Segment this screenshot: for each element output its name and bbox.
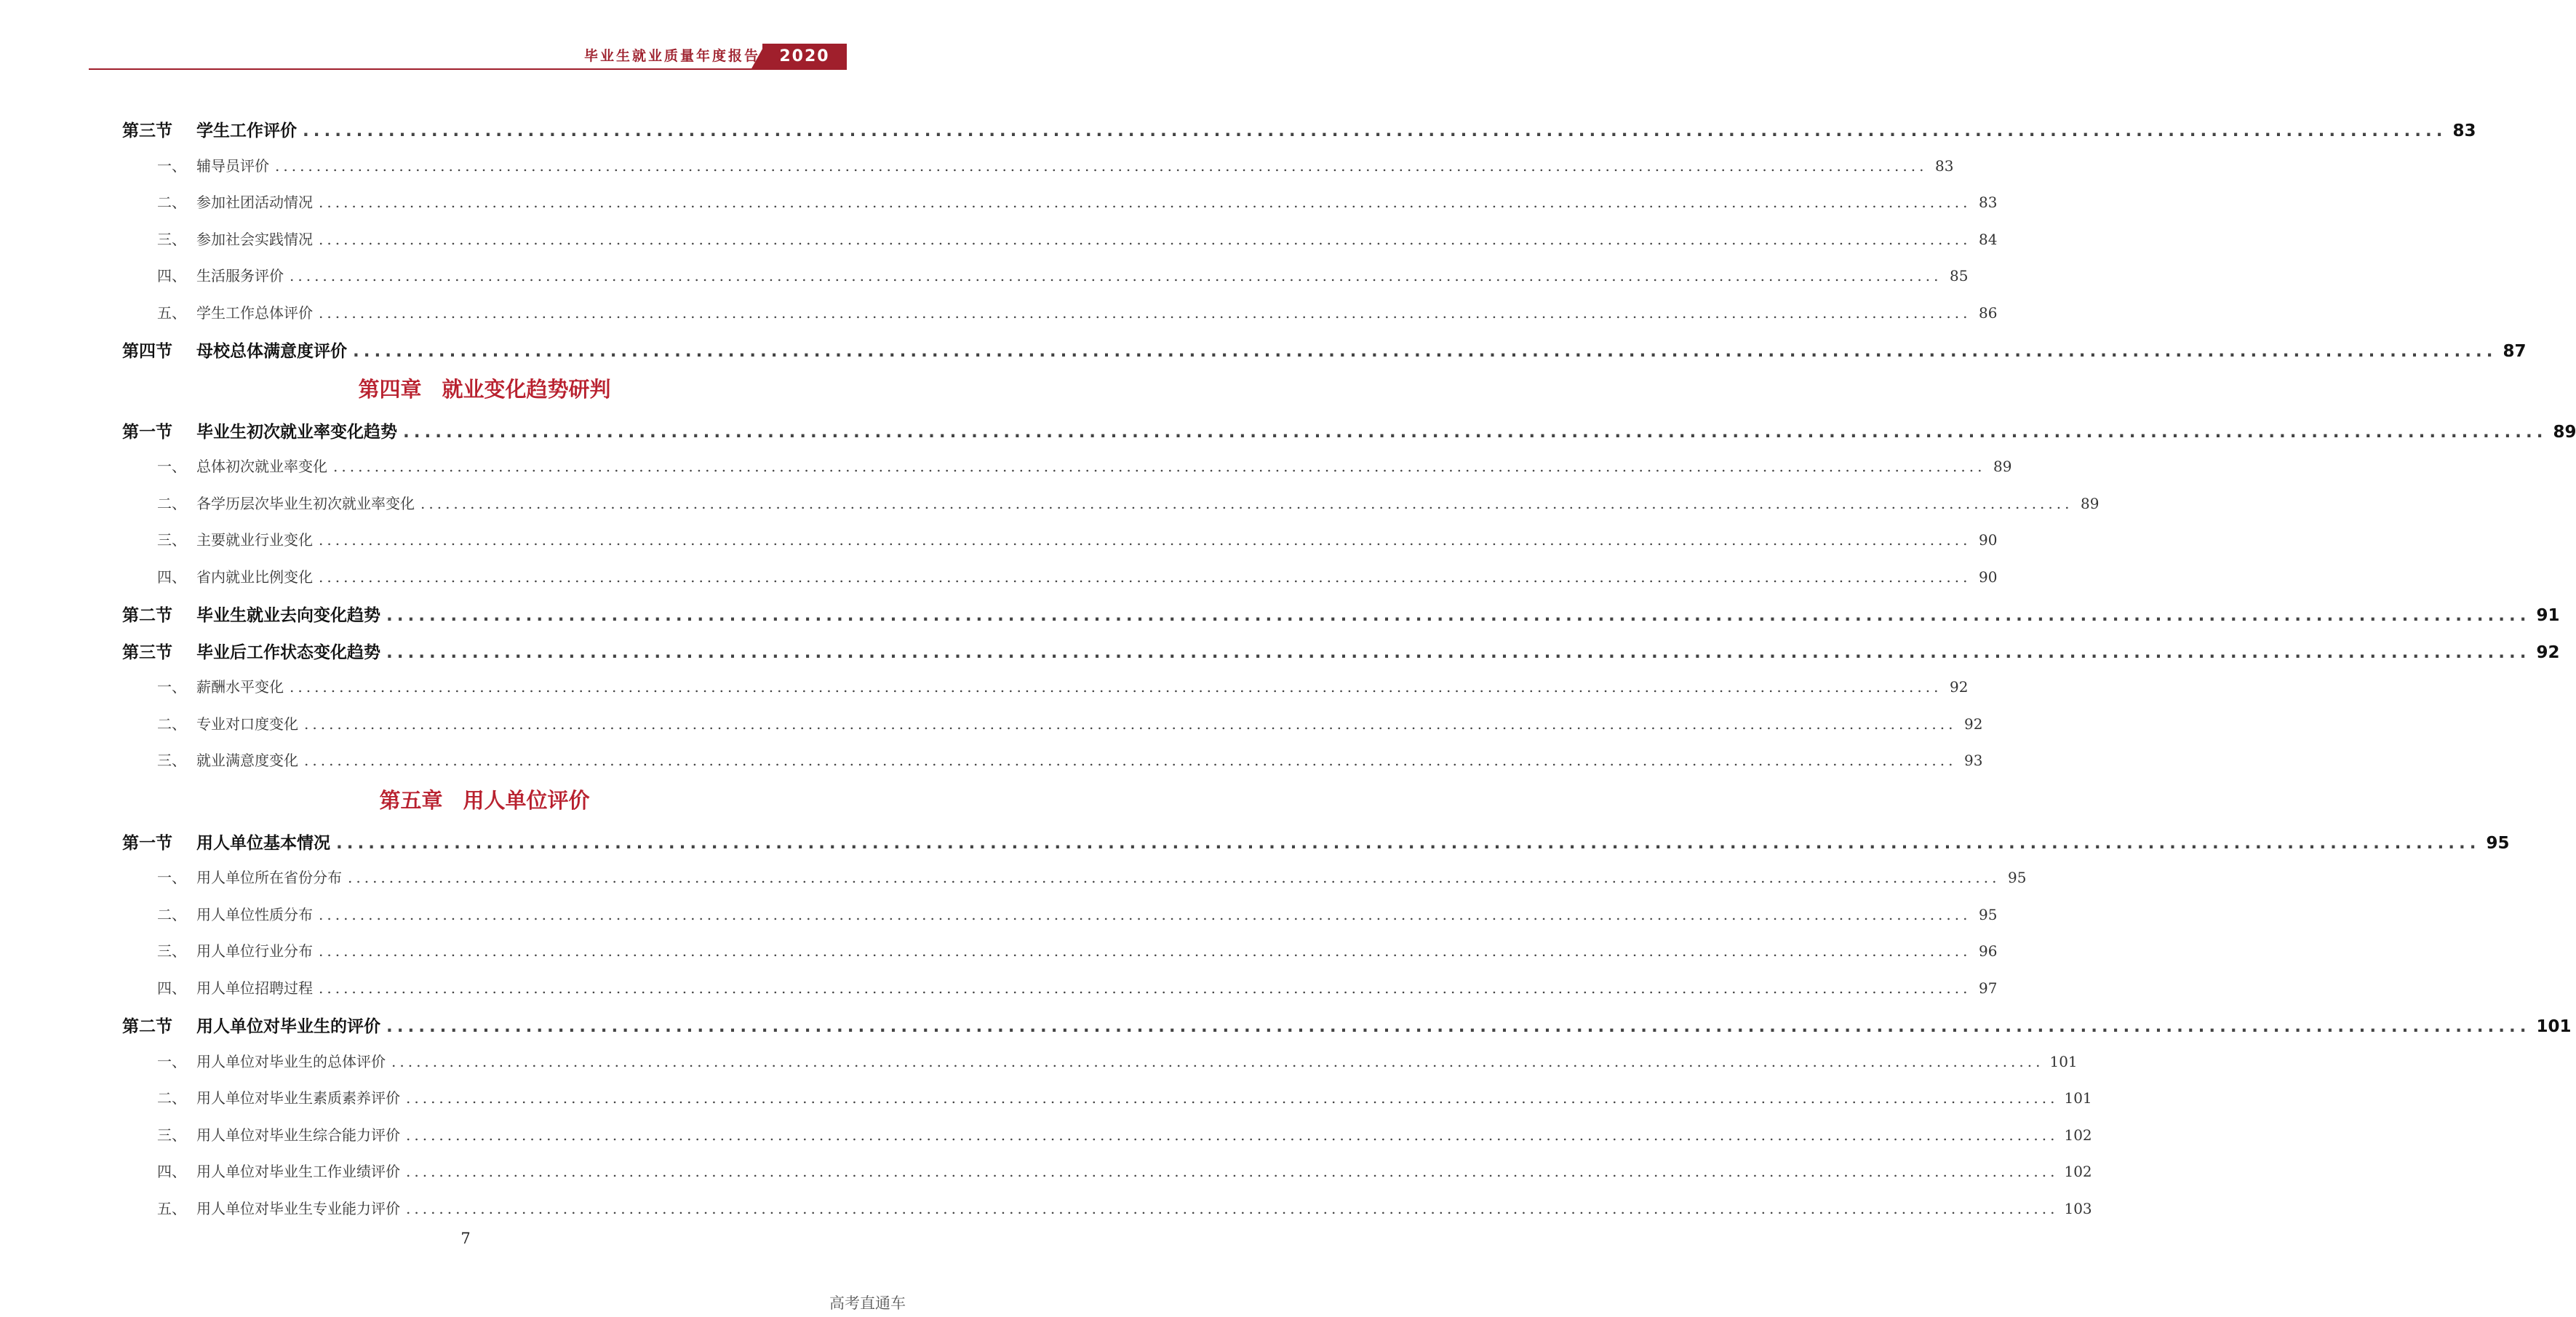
entry-title: 用人单位对毕业生的评价 <box>196 1017 380 1036</box>
entry-title: 薪酬水平变化 <box>196 678 284 696</box>
entry-number: 第三节 <box>122 122 172 140</box>
dot-leader: ........................................................................................................................................................................................................ <box>319 303 1971 322</box>
entry-page-number: 83 <box>1979 194 1998 211</box>
entry-page-number: 85 <box>1950 267 1969 285</box>
entry-title: 毕业后工作状态变化趋势 <box>196 642 380 662</box>
watermark-text: 高考直通车 <box>829 1294 906 1312</box>
entry-page-number: 95 <box>2008 869 2027 886</box>
entry-title: 用人单位行业分布 <box>196 942 313 960</box>
entry-title: 毕业生就业去向变化趋势 <box>196 606 380 625</box>
toc-subsection-entry[interactable] <box>122 862 2027 899</box>
entry-page-number: 101 <box>2049 1052 2078 1070</box>
dot-leader: ........................................................................................................................................................................................................ <box>391 1052 2044 1070</box>
report-year-badge: 2020 <box>762 44 847 70</box>
entry-number: 三、 <box>157 1126 186 1144</box>
entry-page-number: 102 <box>2064 1126 2092 1144</box>
toc-section-entry[interactable] <box>122 333 2527 370</box>
dot-leader: ........................................................................................................................................................................................................ <box>333 458 1986 475</box>
toc-subsection-entry[interactable] <box>122 1082 2092 1119</box>
entry-number: 五、 <box>157 303 186 322</box>
toc-subsection-entry[interactable] <box>122 186 1998 223</box>
toc-subsection-entry[interactable] <box>122 260 1969 297</box>
entry-page-number: 89 <box>1993 458 2012 475</box>
toc-subsection-entry[interactable] <box>122 935 1998 972</box>
dot-leader: ........................................................................................................................................................................................................ <box>290 267 1942 285</box>
toc-chapter-heading[interactable] <box>122 370 847 414</box>
entry-title: 辅导员评价 <box>196 156 269 175</box>
entry-page-number: 84 <box>1979 230 1998 248</box>
dot-leader: ........................................................................................................................................................................................................ <box>420 494 2073 512</box>
entry-page-number: 91 <box>2536 606 2560 625</box>
entry-title: 用人单位对毕业生的总体评价 <box>196 1052 386 1070</box>
entry-title: 就业满意度变化 <box>196 752 298 769</box>
toc-subsection-entry[interactable] <box>122 1155 2092 1193</box>
header-divider <box>89 68 847 70</box>
entry-page-number: 90 <box>1979 568 1998 586</box>
entry-number: 三、 <box>157 531 186 549</box>
table-of-contents <box>122 113 2576 1229</box>
toc-subsection-entry[interactable] <box>122 561 1998 598</box>
entry-page-number: 89 <box>2553 422 2576 442</box>
entry-page-number: 101 <box>2064 1089 2092 1107</box>
dot-leader: ........................................................................................................................................................................................................ <box>406 1126 2059 1144</box>
toc-subsection-entry[interactable] <box>122 744 1983 781</box>
entry-number: 四、 <box>157 267 186 285</box>
toc-subsection-entry[interactable] <box>122 1193 2092 1230</box>
dot-leader: ........................................................................................................................................................................................................ <box>319 230 1971 248</box>
toc-subsection-entry[interactable] <box>122 972 1998 1009</box>
dot-leader: ........................................................................................................................................................................................................ <box>319 568 1971 586</box>
toc-subsection-entry[interactable] <box>122 1119 2092 1156</box>
toc-subsection-entry[interactable] <box>122 450 2012 488</box>
entry-number: 四、 <box>157 1163 186 1180</box>
dot-leader: ........................................................................................................................................................................................................ <box>319 194 1971 211</box>
entry-page-number: 86 <box>1979 303 1998 322</box>
entry-page-number: 89 <box>2081 494 2100 512</box>
dot-leader: ........................................................................................................................................................................................................ <box>386 1017 2531 1036</box>
entry-number: 一、 <box>157 869 186 886</box>
dot-leader: ........................................................................................................................................................................................................ <box>319 531 1971 549</box>
toc-subsection-entry[interactable] <box>122 150 1954 187</box>
entry-number: 四、 <box>157 979 186 997</box>
entry-number: 三、 <box>157 942 186 960</box>
entry-page-number: 87 <box>2503 342 2527 361</box>
entry-title: 专业对口度变化 <box>196 715 298 733</box>
entry-title: 用人单位对毕业生专业能力评价 <box>196 1199 400 1217</box>
entry-page-number: 92 <box>2536 642 2560 662</box>
entry-page-number: 103 <box>2064 1199 2092 1217</box>
dot-leader: ........................................................................................................................................................................................................ <box>319 905 1971 923</box>
entry-page-number: 101 <box>2536 1017 2572 1036</box>
entry-page-number: 96 <box>1979 942 1998 960</box>
entry-number: 一、 <box>157 1052 186 1070</box>
toc-subsection-entry[interactable] <box>122 1046 2078 1083</box>
chapter-title: 就业变化趋势研判 <box>442 376 611 402</box>
toc-subsection-entry[interactable] <box>122 671 1969 708</box>
entry-title: 生活服务评价 <box>196 267 284 285</box>
dot-leader: ........................................................................................................................................................................................................ <box>406 1163 2059 1180</box>
dot-leader: ........................................................................................................................................................................................................ <box>275 156 1928 175</box>
entry-number: 第二节 <box>122 1017 172 1036</box>
entry-number: 二、 <box>157 194 186 211</box>
entry-title: 主要就业行业变化 <box>196 531 313 549</box>
toc-subsection-entry[interactable] <box>122 708 1983 745</box>
chapter-title: 用人单位评价 <box>463 787 590 813</box>
entry-page-number: 90 <box>1979 531 1998 549</box>
entry-title: 参加社团活动情况 <box>196 194 313 211</box>
entry-title: 用人单位性质分布 <box>196 905 313 923</box>
toc-chapter-heading[interactable] <box>122 781 847 825</box>
entry-number: 三、 <box>157 752 186 769</box>
toc-section-entry[interactable] <box>122 1008 2572 1046</box>
dot-leader: ........................................................................................................................................................................................................ <box>406 1199 2059 1217</box>
entry-page-number: 83 <box>1935 156 1954 175</box>
dot-leader: ........................................................................................................................................................................................................ <box>319 942 1971 960</box>
toc-subsection-entry[interactable] <box>122 524 1998 561</box>
entry-title: 毕业生初次就业率变化趋势 <box>196 422 397 442</box>
entry-title: 学生工作评价 <box>196 122 297 140</box>
chapter-number: 第五章 <box>379 787 443 813</box>
entry-title: 学生工作总体评价 <box>196 303 313 322</box>
toc-section-entry[interactable] <box>122 634 2560 672</box>
entry-number: 一、 <box>157 458 186 475</box>
entry-title: 参加社会实践情况 <box>196 230 313 248</box>
chapter-number: 第四章 <box>358 376 422 402</box>
toc-subsection-entry[interactable] <box>122 297 1998 334</box>
entry-page-number: 97 <box>1979 979 1998 997</box>
dot-leader: ........................................................................................................................................................................................................ <box>303 122 2447 140</box>
dot-leader: ........................................................................................................................................................................................................ <box>386 606 2531 625</box>
entry-number: 第一节 <box>122 422 172 442</box>
dot-leader: ........................................................................................................................................................................................................ <box>304 752 1957 769</box>
toc-section-entry[interactable] <box>122 597 2560 634</box>
toc-section-entry[interactable] <box>122 113 2476 150</box>
dot-leader: ........................................................................................................................................................................................................ <box>386 642 2531 662</box>
entry-number: 第四节 <box>122 342 172 361</box>
toc-subsection-entry[interactable] <box>122 899 1998 936</box>
entry-page-number: 95 <box>2486 833 2510 853</box>
entry-number: 一、 <box>157 678 186 696</box>
toc-subsection-entry[interactable] <box>122 223 1998 260</box>
entry-title: 省内就业比例变化 <box>196 568 313 586</box>
entry-title: 各学历层次毕业生初次就业率变化 <box>196 494 415 512</box>
report-title: 毕业生就业质量年度报告 <box>583 48 760 64</box>
dot-leader: ........................................................................................................................................................................................................ <box>353 342 2497 361</box>
entry-title: 用人单位对毕业生工作业绩评价 <box>196 1163 400 1180</box>
entry-title: 用人单位对毕业生综合能力评价 <box>196 1126 400 1144</box>
entry-number: 三、 <box>157 230 186 248</box>
dot-leader: ........................................................................................................................................................................................................ <box>348 869 2001 886</box>
dot-leader: ........................................................................................................................................................................................................ <box>403 422 2548 442</box>
entry-number: 二、 <box>157 494 186 512</box>
entry-title: 用人单位所在省份分布 <box>196 869 342 886</box>
entry-page-number: 102 <box>2064 1163 2092 1180</box>
entry-page-number: 92 <box>1950 678 1969 696</box>
entry-title: 用人单位对毕业生素质素养评价 <box>196 1089 400 1107</box>
toc-subsection-entry[interactable] <box>122 488 2100 525</box>
entry-title: 母校总体满意度评价 <box>196 342 347 361</box>
entry-number: 第一节 <box>122 833 172 853</box>
entry-title: 用人单位招聘过程 <box>196 979 313 997</box>
toc-section-entry[interactable] <box>122 825 2510 862</box>
dot-leader: ........................................................................................................................................................................................................ <box>336 833 2481 853</box>
entry-page-number: 95 <box>1979 905 1998 923</box>
entry-number: 二、 <box>157 1089 186 1107</box>
dot-leader: ........................................................................................................................................................................................................ <box>304 715 1957 733</box>
entry-page-number: 92 <box>1964 715 1983 733</box>
entry-page-number: 93 <box>1964 752 1983 769</box>
entry-title: 总体初次就业率变化 <box>196 458 327 475</box>
dot-leader: ........................................................................................................................................................................................................ <box>319 979 1971 997</box>
entry-number: 第二节 <box>122 606 172 625</box>
entry-number: 二、 <box>157 715 186 733</box>
dot-leader: ........................................................................................................................................................................................................ <box>290 678 1942 696</box>
entry-page-number: 83 <box>2452 122 2476 140</box>
toc-section-entry[interactable] <box>122 414 2576 451</box>
dot-leader: ........................................................................................................................................................................................................ <box>406 1089 2059 1107</box>
entry-number: 五、 <box>157 1199 186 1217</box>
page-number: 7 <box>460 1230 471 1247</box>
entry-number: 第三节 <box>122 642 172 662</box>
entry-number: 一、 <box>157 156 186 175</box>
entry-number: 二、 <box>157 905 186 923</box>
entry-number: 四、 <box>157 568 186 586</box>
entry-title: 用人单位基本情况 <box>196 833 330 853</box>
